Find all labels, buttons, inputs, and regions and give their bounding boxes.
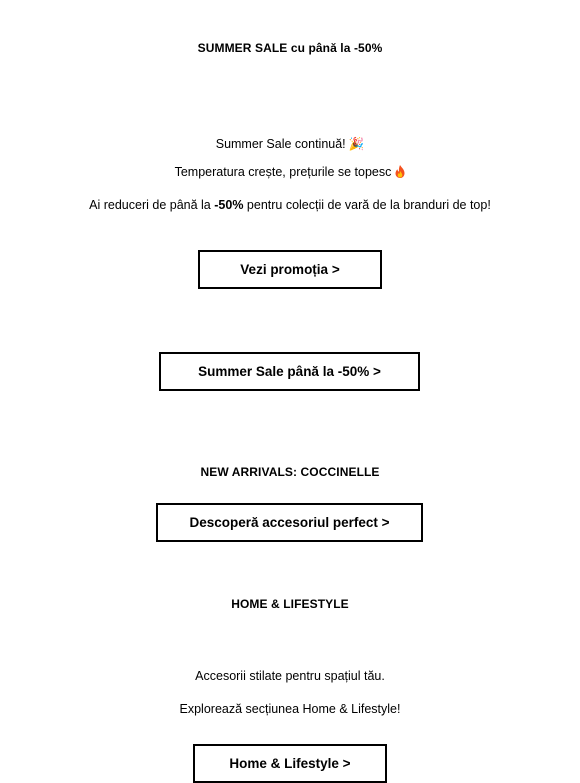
home-lifestyle-button[interactable]	[193, 744, 387, 783]
intro-line-2-text: Temperatura crește, prețurile se topesc	[174, 165, 392, 179]
home-lifestyle-label: Home & Lifestyle >	[229, 756, 351, 771]
discover-accessory-label: Descoperă accesoriul perfect >	[189, 515, 390, 530]
intro-line-3	[0, 197, 580, 213]
summer-sale-button[interactable]	[159, 352, 420, 391]
intro-line-1	[0, 136, 580, 152]
party-popper-icon: 🎉	[348, 136, 365, 151]
summer-sale-label: Summer Sale până la -50% >	[198, 364, 381, 379]
fire-icon	[395, 165, 405, 178]
see-promo-label: Vezi promoția >	[240, 262, 340, 277]
home-line-1: Accesorii stilate pentru spațiul tău.	[195, 669, 385, 683]
intro-line-2	[0, 164, 580, 180]
new-arrivals-heading: NEW ARRIVALS: COCCINELLE	[200, 465, 380, 479]
intro-discount: -50%	[214, 198, 244, 212]
home-line-2: Explorează secțiunea Home & Lifestyle!	[179, 702, 401, 716]
summer-sale-heading: SUMMER SALE cu până la -50%	[197, 41, 383, 55]
intro-line-1-text: Summer Sale continuă!	[215, 137, 346, 151]
discover-accessory-button[interactable]	[156, 503, 423, 542]
intro-line-3-prefix: Ai reduceri de până la	[89, 198, 215, 212]
intro-line-3-suffix: pentru colecții de vară de la branduri de top!	[243, 198, 491, 212]
see-promo-button[interactable]	[198, 250, 382, 289]
home-lifestyle-heading: HOME & LIFESTYLE	[231, 597, 349, 611]
